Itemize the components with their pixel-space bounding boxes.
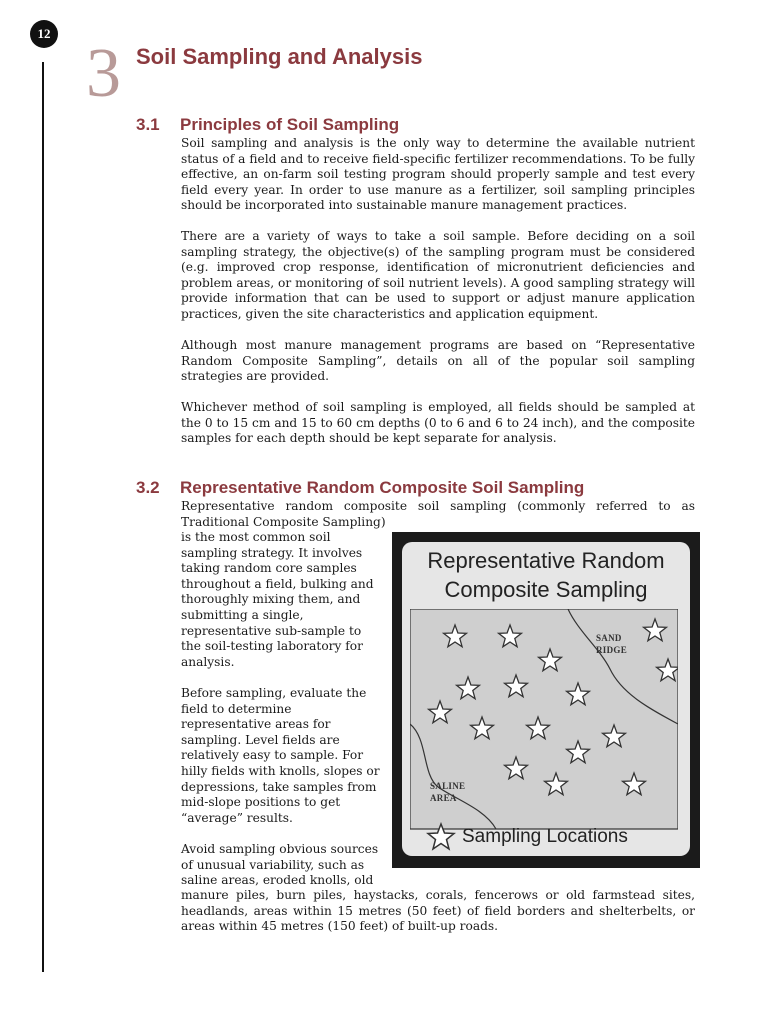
- section-title: Representative Random Composite Soil Sampling: [180, 478, 585, 497]
- paragraph-strategy: is the most common soil sampling strategy. It involves taking random core samples throughout a field, bulking and thoroughly mixing them, and submitting a single, representative sub-sample to the soil-testing laboratory for analysis.: [181, 530, 374, 669]
- paragraph-avoid-start: Avoid sampling obvious sources of unusual variability, such as saline areas, eroded knolls, old: [181, 842, 379, 888]
- figure-title-line-2: Composite Sampling: [444, 577, 648, 602]
- paragraph-evaluate: Before sampling, evaluate the field to determine representative areas for sampling. Level fields are relatively easy to sample. For hilly fields with knolls, slopes or depressions, take samples from mid-slope positions to get “average” results.: [181, 686, 380, 825]
- section-number: 3.2: [136, 478, 160, 497]
- legend-label: Sampling Locations: [462, 826, 628, 847]
- saline-area-label-line-2: AREA: [430, 793, 457, 803]
- figure-title-line-1: Representative Random: [427, 548, 665, 573]
- paragraph-3: Although most manure management programs are based on “Representative Random Composite Sampling”, details on all of the popular soil sampling strategies are provided.: [181, 338, 695, 384]
- sand-ridge-label-line-2: RIDGE: [596, 645, 628, 655]
- saline-area-label-line-1: SALINE: [430, 781, 466, 791]
- sampling-figure: [392, 532, 700, 868]
- star-outline-icon: [426, 822, 456, 852]
- section-heading-3-2: [136, 478, 584, 498]
- figure-legend: [426, 822, 628, 852]
- sand-ridge-label-line-1: SAND: [596, 633, 622, 643]
- paragraph-4: Whichever method of soil sampling is employed, all fields should be sampled at the 0 to 15 cm and 15 to 60 cm depths (0 to 6 and 6 to 24 inch), and the composite samples for each depth should be kept separate for analysis.: [181, 400, 695, 446]
- paragraph-avoid-rest: manure piles, burn piles, haystacks, corals, fencerows or old farmstead sites, headlands, areas within 15 metres (50 feet) of field borders and shelterbelts, or areas within 45 metres (150 feet) of built-up roads.: [181, 888, 695, 934]
- figure-title: [392, 546, 700, 604]
- chapter-title: Soil Sampling and Analysis: [136, 44, 423, 69]
- section-title: Principles of Soil Sampling: [180, 115, 400, 134]
- section-number: 3.1: [136, 115, 160, 134]
- sand-ridge-label: [596, 632, 636, 656]
- saline-area-label: [430, 780, 480, 804]
- section-heading-3-1: [136, 115, 399, 135]
- chapter-number: 3: [86, 35, 121, 112]
- paragraph-1: Soil sampling and analysis is the only way to determine the available nutrient status of a field and to receive field-specific fertilizer recommendations. To be fully effective, an on-farm soil testing program should properly sample and test every field every year. In order to use manure as a fertilizer, soil sampling principles should be incorporated into sustainable manure management practices.: [181, 136, 695, 213]
- page-number: 12: [37, 26, 51, 41]
- page-number-badge: [30, 20, 58, 48]
- margin-rule: [42, 62, 44, 972]
- paragraph-2: There are a variety of ways to take a soil sample. Before deciding on a soil sampling strategy, the objective(s) of the sampling program must be considered (e.g. improved crop response, identification of micronutrient deficiencies and problem areas, or monitoring of soil nutrient levels). A good sampling strategy will provide information that can be used to support or adjust manure application practices, given the site characteristics and application equipment.: [181, 229, 695, 321]
- paragraph-intro: Representative random composite soil sampling (commonly referred to as Traditional Composite Sampling): [181, 499, 695, 529]
